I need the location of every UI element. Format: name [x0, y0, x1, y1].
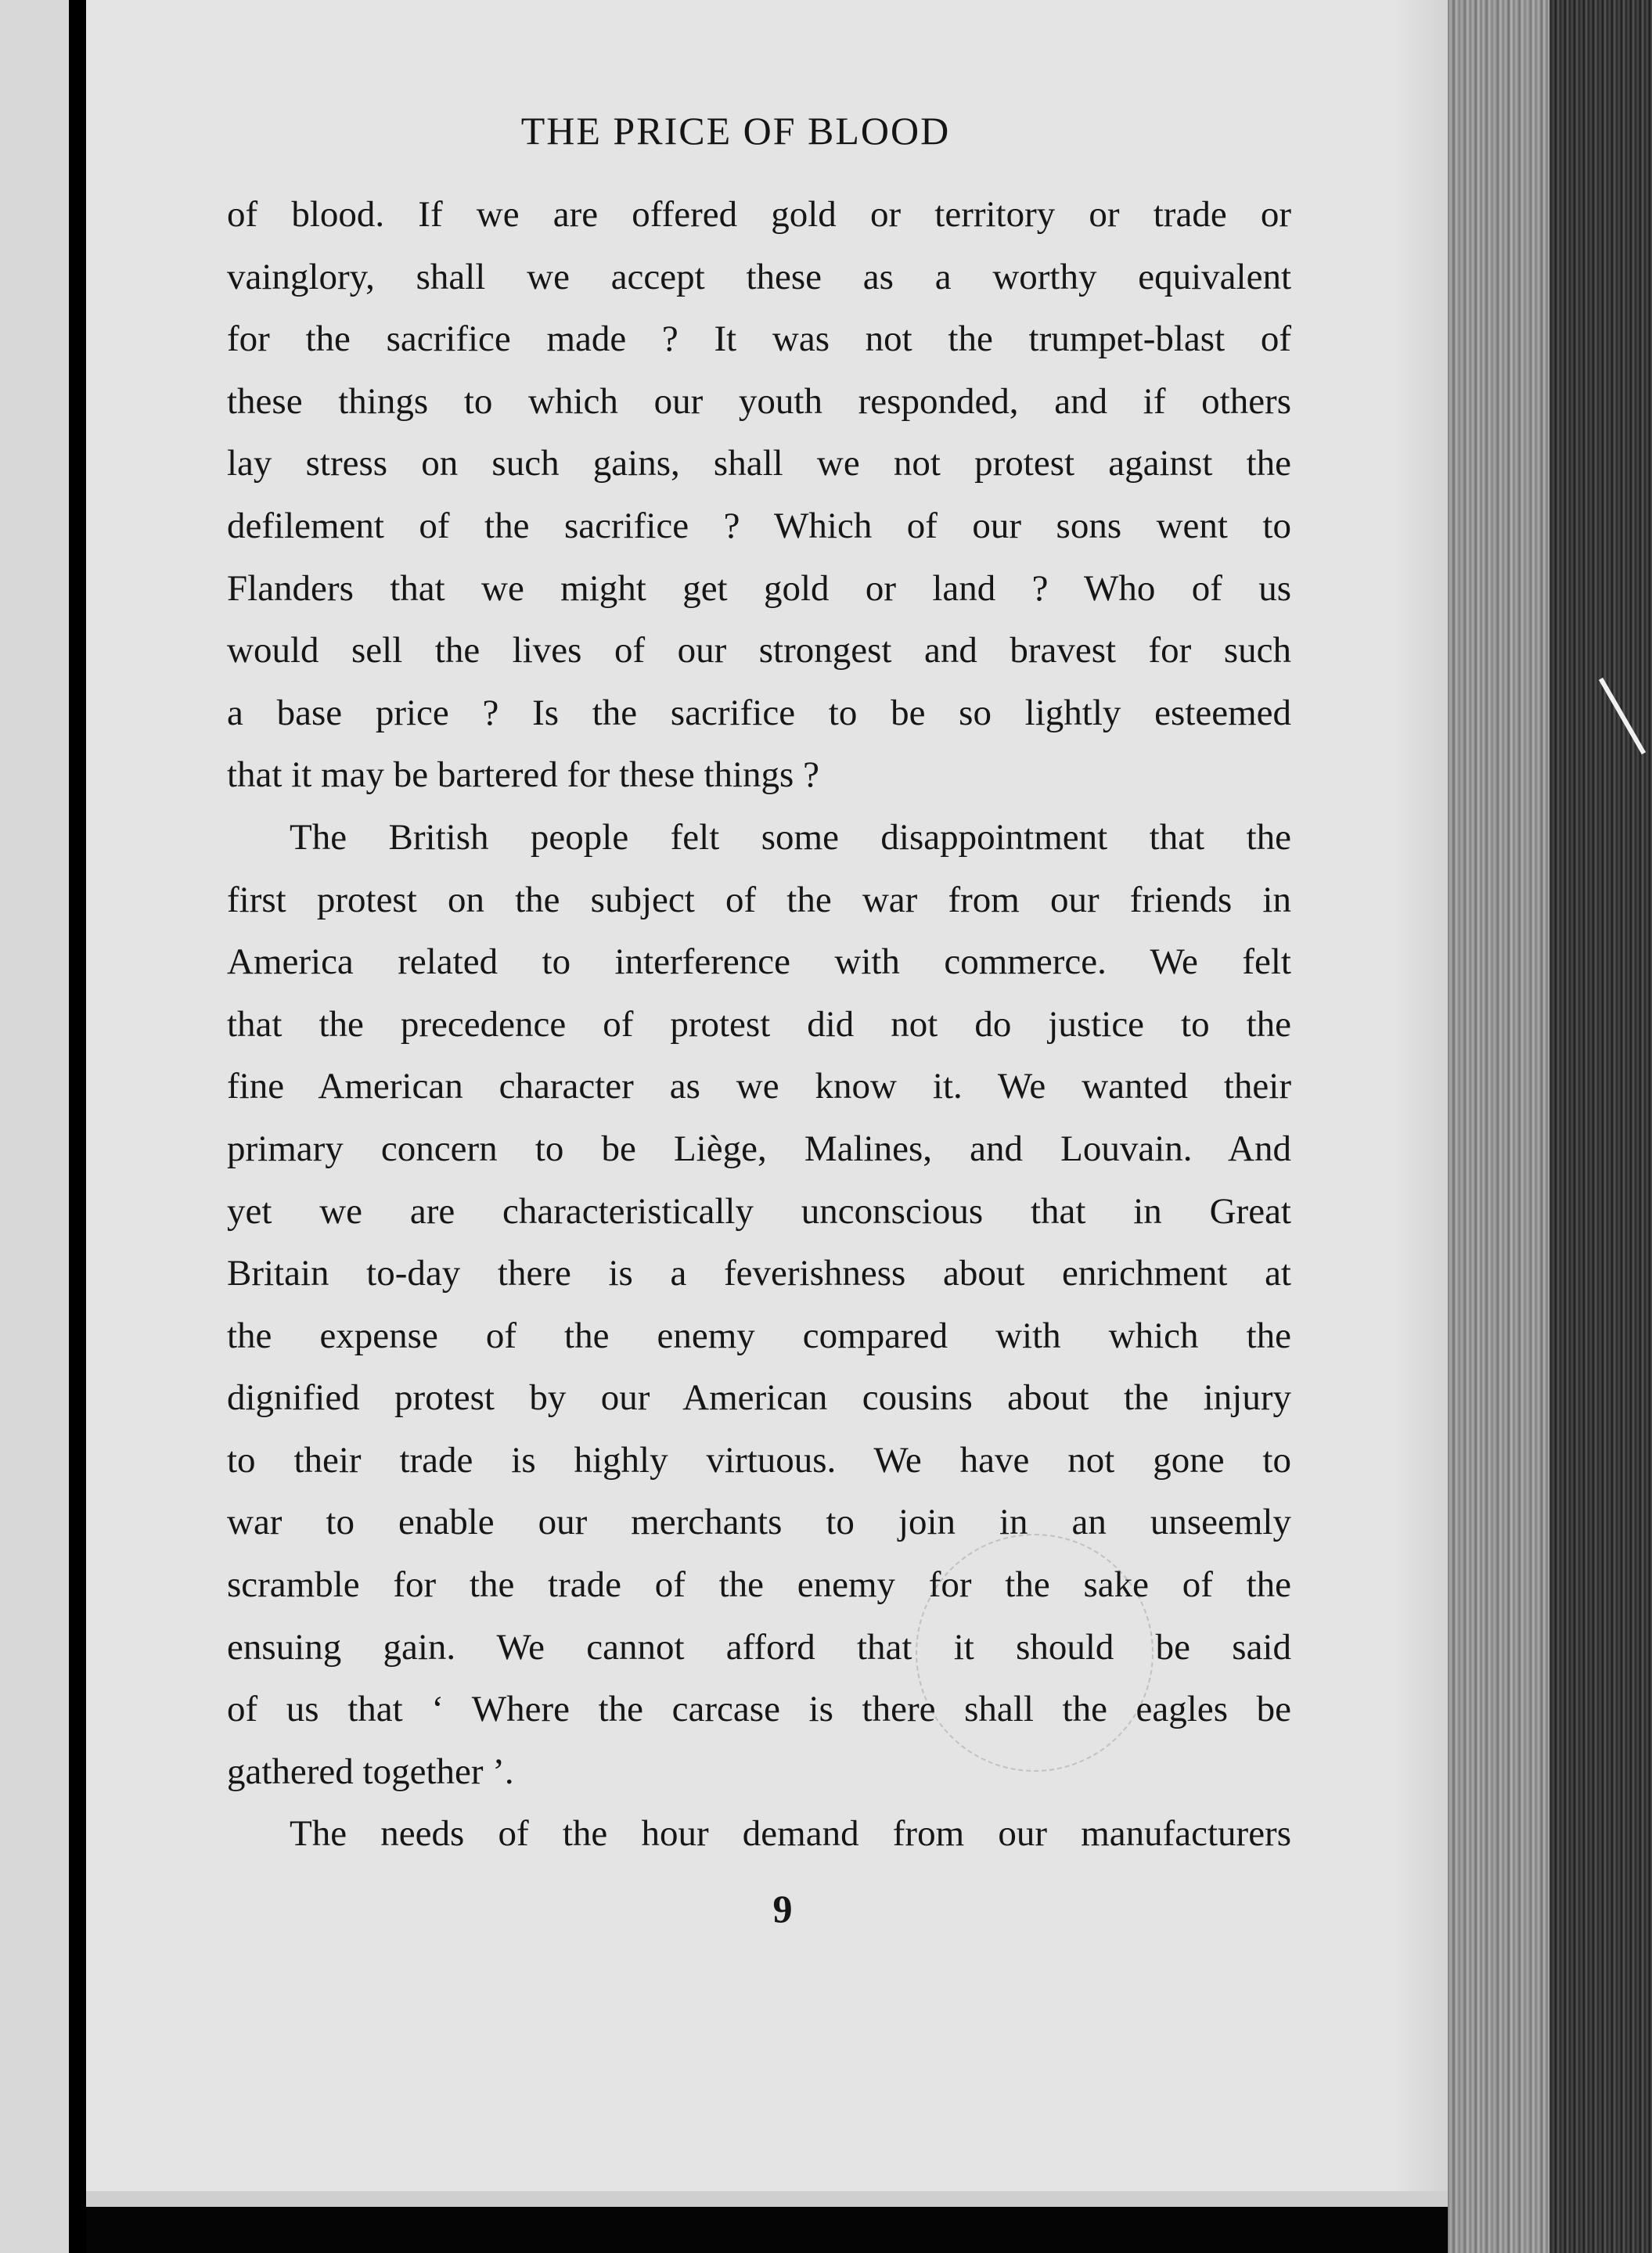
- text-line: Britain to-day there is a feverishness about enrichment at: [227, 1253, 1291, 1294]
- body-text: [227, 184, 1291, 1866]
- text-line: the expense of the enemy compared with which the: [227, 1315, 1291, 1356]
- text-line: war to enable our merchants to join in an unseemly: [227, 1502, 1291, 1543]
- text-line: would sell the lives of our strongest and bravest for such: [227, 630, 1291, 671]
- text-line: that it may be bartered for these things ?: [227, 754, 819, 796]
- text-line: first protest on the subject of the war from our friends in: [227, 879, 1291, 920]
- text-line: yet we are characteristically unconscious that in Great: [227, 1190, 1291, 1232]
- text-line: dignified protest by our American cousins about the injury: [227, 1377, 1291, 1419]
- text-line: of us that ‘ Where the carcase is there shall the eagles be: [227, 1689, 1291, 1730]
- text-line: ensuing gain. We cannot afford that it should be said: [227, 1626, 1291, 1668]
- text-line: gathered together ’.: [227, 1751, 514, 1792]
- page-bottom-edge: [86, 2191, 1448, 2207]
- text-line: defilement of the sacrifice ? Which of our sons went to: [227, 505, 1291, 546]
- text-line: America related to interference with commerce. We felt: [227, 941, 1291, 983]
- facing-page-edge: [0, 0, 69, 2253]
- text-line: for the sacrifice made ? It was not the trumpet-blast of: [227, 319, 1291, 360]
- text-line: Flanders that we might get gold or land ? Who of us: [227, 567, 1291, 609]
- scan-bottom-border: [86, 2207, 1448, 2253]
- page-number: 9: [772, 1887, 793, 1931]
- running-head: THE PRICE OF BLOOD: [520, 109, 951, 153]
- text-line: of blood. If we are offered gold or territory or trade or: [227, 194, 1291, 235]
- text-line: fine American character as we know it. We wanted their: [227, 1066, 1291, 1107]
- text-line: to their trade is highly virtuous. We have not gone to: [227, 1439, 1291, 1481]
- text-line: vainglory, shall we accept these as a worthy equivalent: [227, 256, 1291, 297]
- text-line: scramble for the trade of the enemy for the sake of the: [227, 1564, 1291, 1606]
- text-line: these things to which our youth responded, and if others: [227, 380, 1291, 422]
- text-line: The needs of the hour demand from our manufacturers: [290, 1813, 1291, 1855]
- text-line: a base price ? Is the sacrifice to be so lightly esteemed: [227, 692, 1291, 733]
- text-line: lay stress on such gains, shall we not protest against the: [227, 443, 1291, 484]
- page-curl-shadow: [1393, 0, 1448, 2207]
- text-line: that the precedence of protest did not do justice to the: [227, 1003, 1291, 1045]
- binding-rule: [69, 0, 86, 2253]
- text-line: The British people felt some disappointment that the: [290, 816, 1291, 858]
- text-line: primary concern to be Liège, Malines, and Louvain. And: [227, 1128, 1291, 1169]
